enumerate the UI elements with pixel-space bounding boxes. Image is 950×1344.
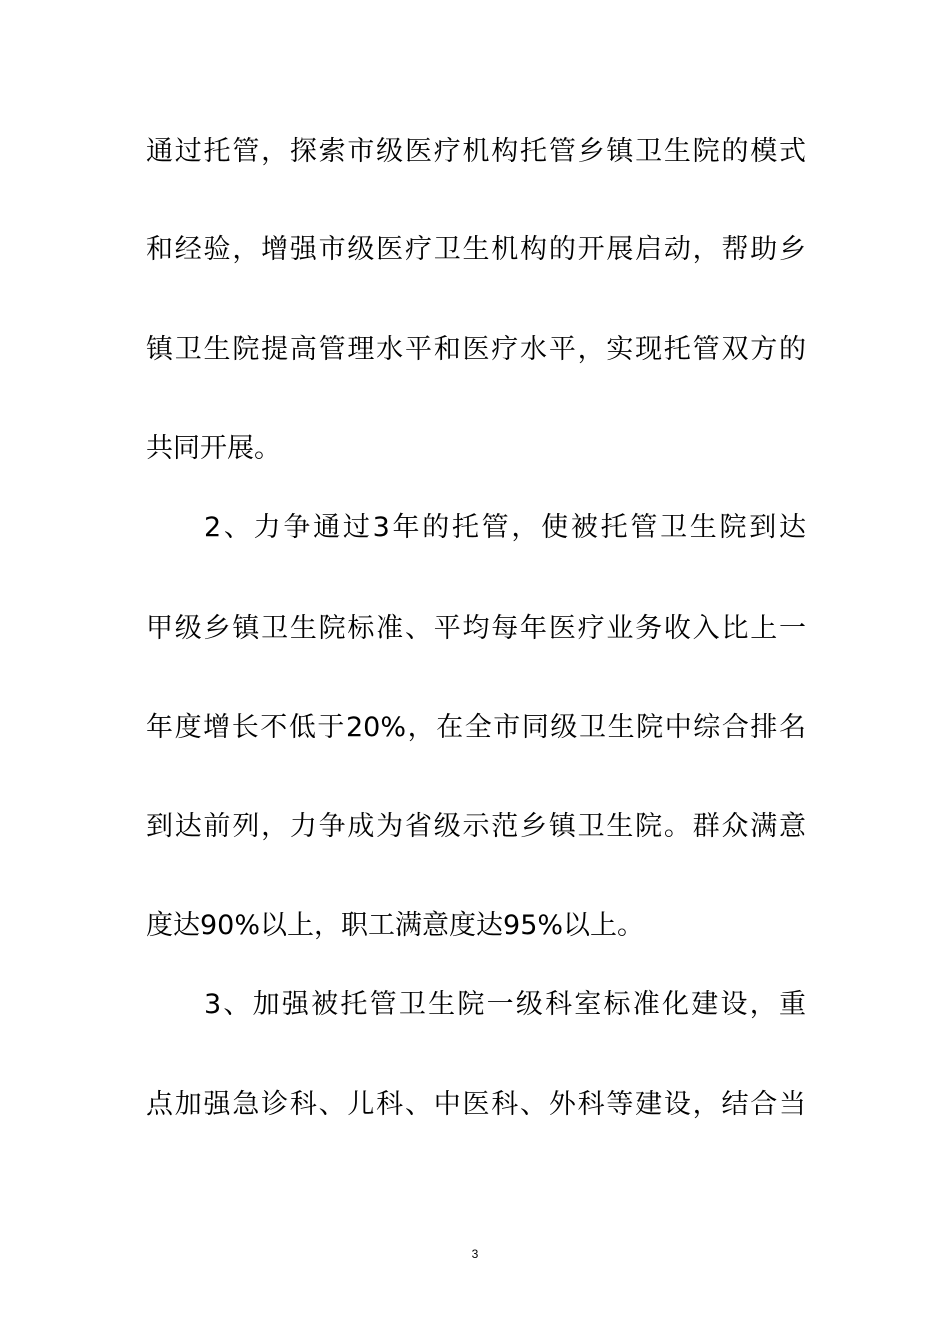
paragraph-3-line-2: 点加强急诊科、儿科、中医科、外科等建设，结合当 (146, 1089, 806, 1120)
paragraph-2-line-4: 到达前列，力争成为省级示范乡镇卫生院。群众满意 (146, 811, 806, 842)
paragraph-3-line-1: 3、加强被托管卫生院一级科室标准化建设，重 (204, 989, 806, 1020)
text-line-4: 共同开展。 (146, 433, 281, 464)
paragraph-2-line-5: 度达90%以上，职工满意度达95%以上。 (146, 910, 645, 941)
text-line-1: 通过托管，探索市级医疗机构托管乡镇卫生院的模式 (146, 136, 806, 167)
text-line-2: 和经验，增强市级医疗卫生机构的开展启动，帮助乡 (146, 234, 806, 265)
paragraph-2-line-2: 甲级乡镇卫生院标准、平均每年医疗业务收入比上一 (146, 613, 806, 644)
text-line-3: 镇卫生院提高管理水平和医疗水平，实现托管双方的 (146, 334, 806, 365)
page-number: 3 (471, 1247, 479, 1261)
paragraph-2-line-1: 2、力争通过3年的托管，使被托管卫生院到达 (204, 512, 806, 543)
paragraph-2-line-3: 年度增长不低于20%，在全市同级卫生院中综合排名 (146, 712, 806, 743)
